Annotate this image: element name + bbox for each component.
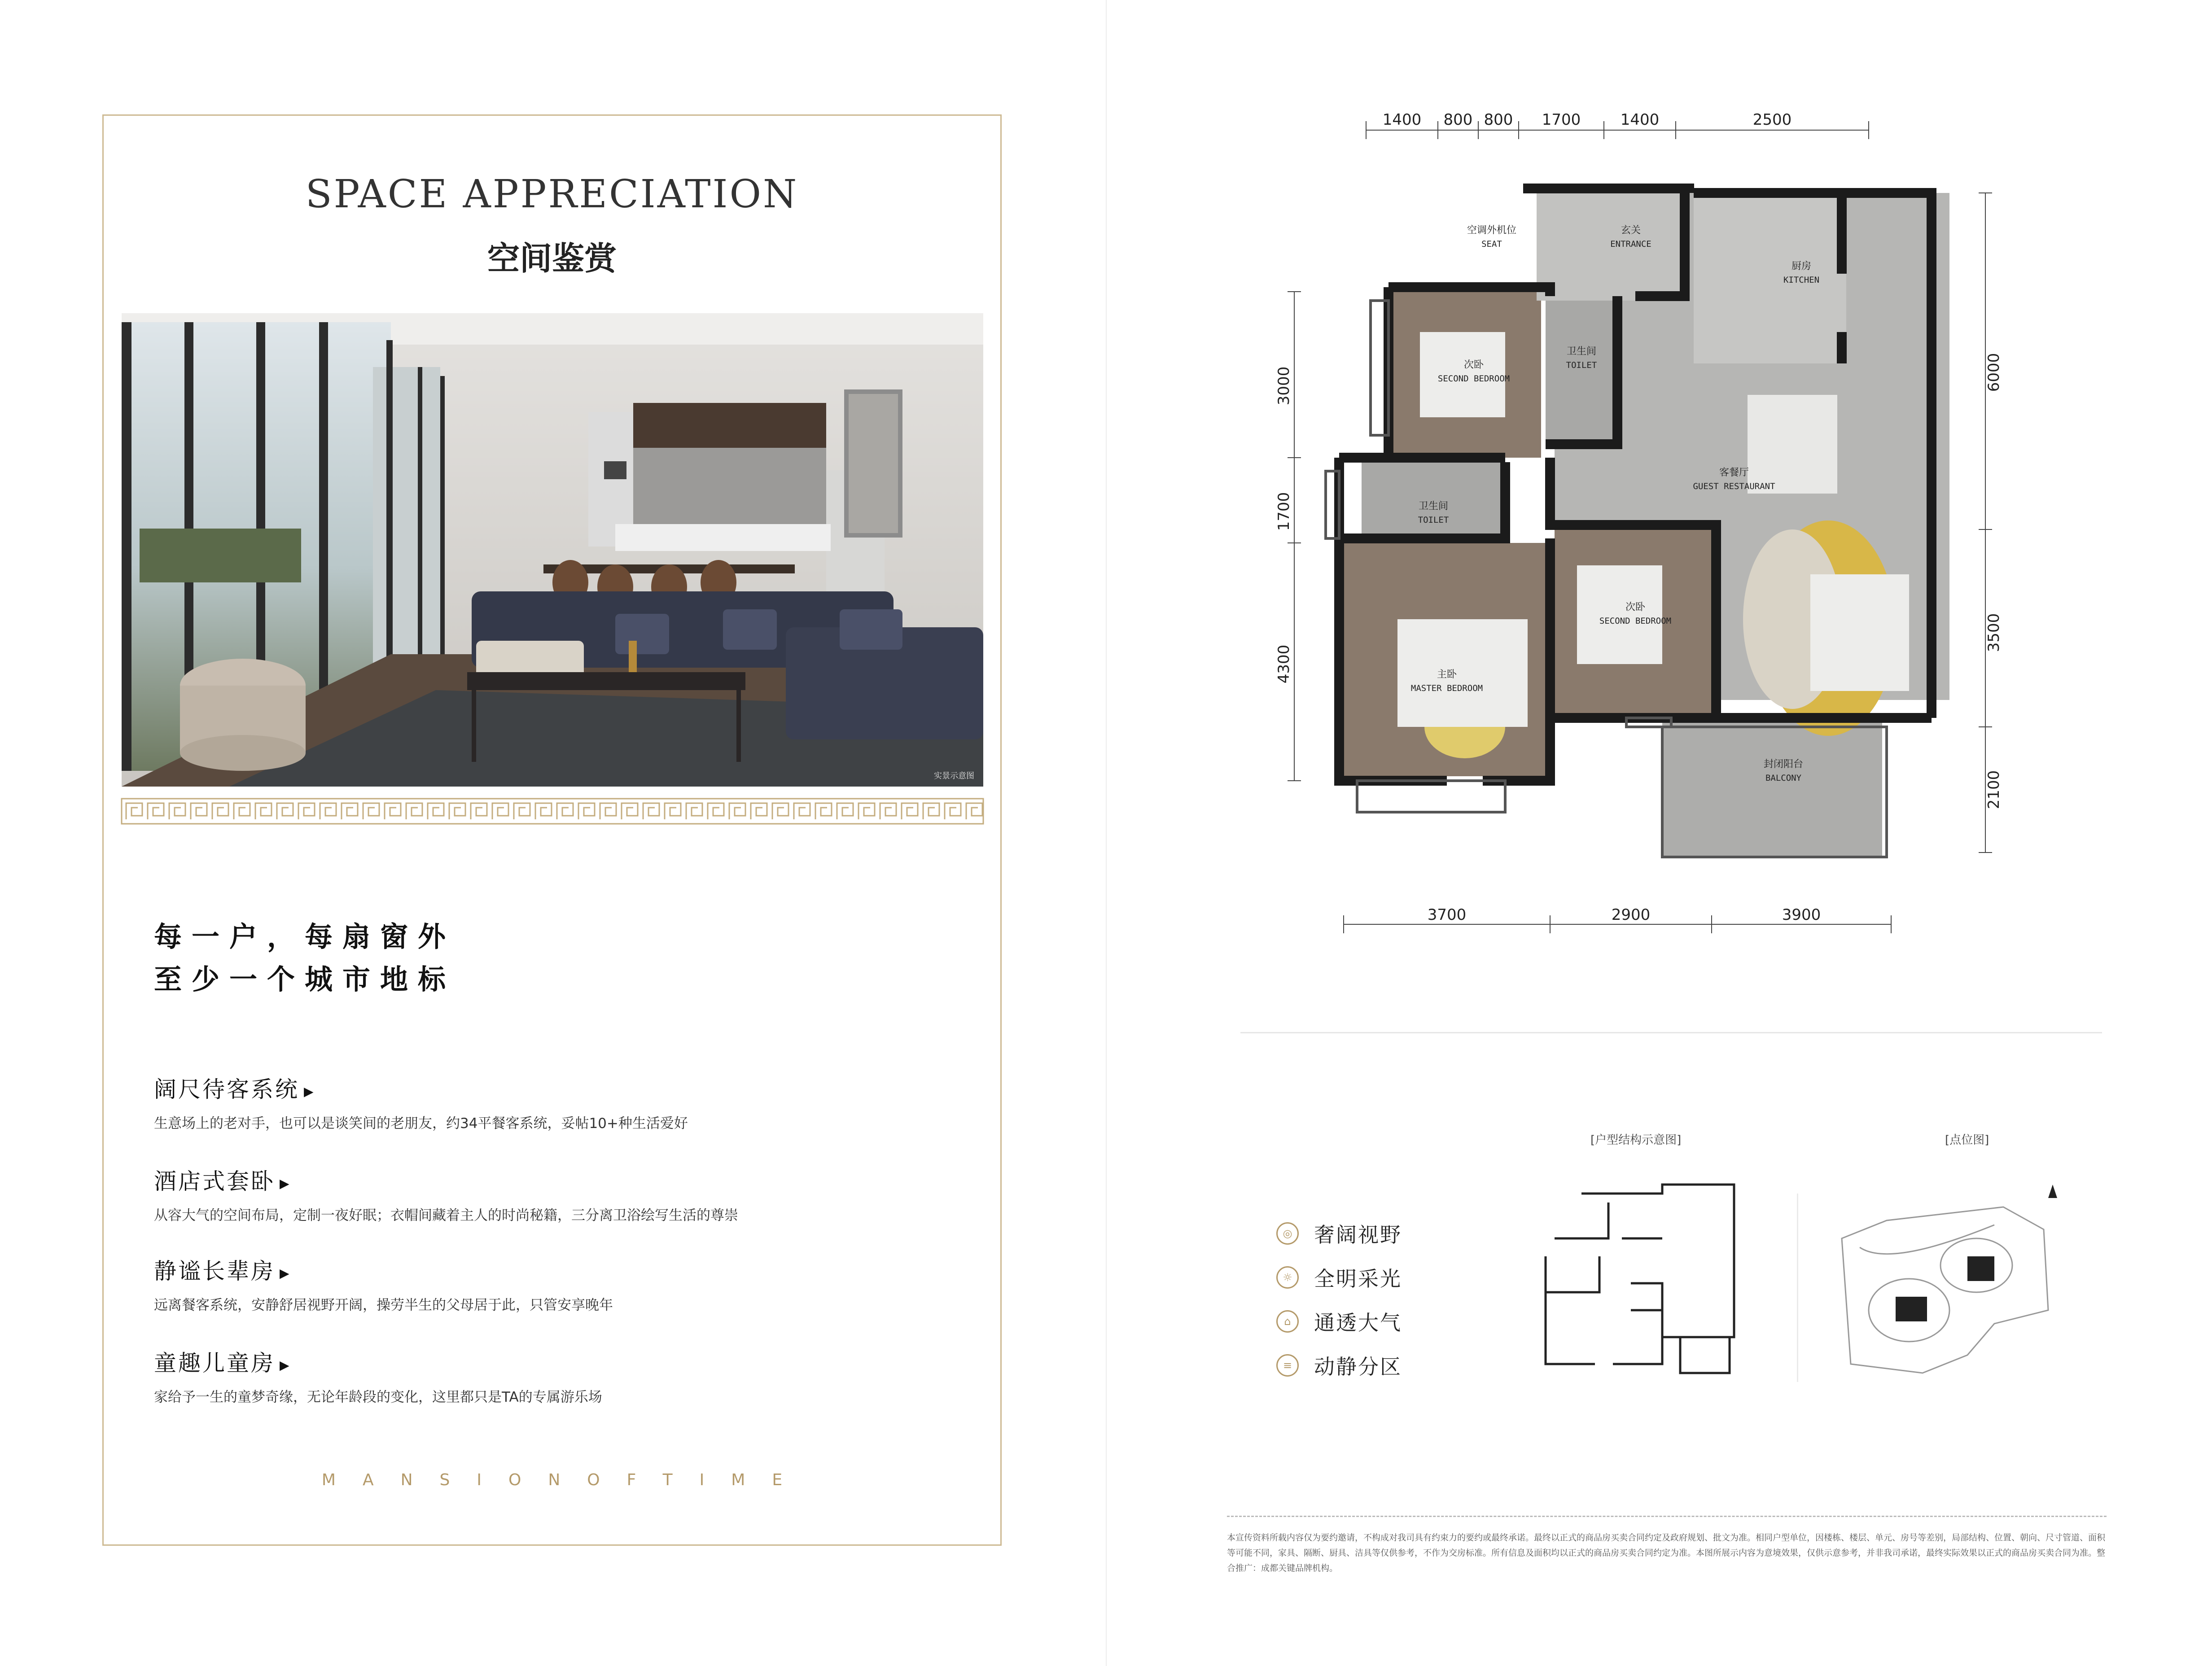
fret-motif [815, 803, 832, 819]
room-master-bedroom-en: MASTER BEDROOM [1410, 683, 1483, 693]
fret-motif [665, 803, 681, 819]
room-guest-restaurant-en: GUEST RESTAURANT [1693, 481, 1775, 491]
dim-left-3: 4300 [1275, 644, 1293, 684]
dim-bottom-2: 2900 [1611, 906, 1651, 924]
legend-label: 动静分区 [1314, 1355, 1402, 1379]
window-icon: ⌂ [1276, 1310, 1299, 1333]
fret-motif [234, 803, 250, 819]
dim-top-4: 1700 [1542, 111, 1581, 129]
feature-title: 阔尺待客系统 [154, 1076, 299, 1102]
dim-bottom-3: 3900 [1782, 906, 1821, 924]
room-second-bedroom-b-en: SECOND BEDROOM [1599, 616, 1672, 626]
triangle-right-icon: ▶ [280, 1176, 291, 1191]
fret-motif [255, 803, 272, 819]
fret-motif [449, 803, 465, 819]
legend-label: 全明采光 [1314, 1267, 1402, 1291]
structure-diagram-label: [户型结构示意图] [1590, 1133, 1682, 1147]
headline-line-1: 每一户，每扇窗外 [154, 920, 456, 953]
fret-motif [212, 803, 228, 819]
fret-motif [492, 803, 508, 819]
room-second-bedroom-b-cn: 次卧 [1625, 602, 1646, 613]
fret-motif [880, 803, 896, 819]
feature-master-suite [154, 1163, 962, 1224]
page-title-cn: 空间鉴赏 [487, 239, 617, 277]
triangle-right-icon: ▶ [280, 1265, 291, 1281]
feature-title: 酒店式套卧 [154, 1168, 275, 1194]
fret-motif [191, 803, 207, 819]
fret-pattern-border [122, 798, 983, 825]
dim-right-1: 6000 [1985, 353, 2003, 392]
room-guest-restaurant-cn: 客餐厅 [1719, 467, 1749, 478]
triangle-right-icon: ▶ [304, 1084, 315, 1099]
room-kitchen-cn: 厨房 [1791, 261, 1812, 272]
feature-kids-room [154, 1345, 962, 1406]
photo-caption: 实景示意图 [934, 771, 974, 781]
fret-motif [837, 803, 853, 819]
dim-top-2: 800 [1443, 111, 1473, 129]
room-master-bedroom-cn: 主卧 [1437, 669, 1457, 680]
legend-label: 通透大气 [1314, 1311, 1402, 1335]
room-entrance-en: ENTRANCE [1610, 239, 1651, 249]
section-divider [1240, 1032, 2102, 1033]
room-toilet-a-en: TOILET [1566, 360, 1597, 370]
left-dimensions [1288, 292, 1301, 781]
dim-bottom-1: 3700 [1427, 906, 1467, 924]
living-room-illustration [122, 313, 983, 787]
fret-motif [600, 803, 616, 819]
mini-structure-diagram [1528, 1176, 1761, 1409]
fret-motif [902, 803, 918, 819]
dim-top-3: 800 [1484, 111, 1513, 129]
dim-left-2: 1700 [1275, 492, 1293, 531]
diagram-divider [1797, 1194, 1798, 1382]
footer-brand: MANSIONOFTIME [321, 1471, 810, 1489]
room-seat-en: SEAT [1481, 239, 1502, 249]
fret-motif [363, 803, 379, 819]
dim-right-2: 3500 [1985, 613, 2003, 652]
dim-left-1: 3000 [1275, 366, 1293, 406]
fret-motif [169, 803, 185, 819]
fret-motif [514, 803, 530, 819]
fret-motif [471, 803, 487, 819]
fret-motif [277, 803, 293, 819]
feature-desc: 从容大气的空间布局，定制一夜好眠；衣帽间藏着主人的时尚秘籍，三分离卫浴绘写生活的尊崇 [154, 1207, 738, 1224]
fret-motif [966, 803, 982, 819]
location-diagram-label: [点位图] [1945, 1133, 1989, 1147]
fret-motif [535, 803, 552, 819]
fret-motif [622, 803, 638, 819]
top-dimensions [1366, 121, 1869, 139]
legend-item [1276, 1343, 1402, 1387]
north-arrow-icon [2048, 1185, 2057, 1198]
fret-motif [385, 803, 401, 819]
fret-motif [428, 803, 444, 819]
dim-right-3: 2100 [1985, 770, 2003, 809]
feature-elder-room [154, 1253, 962, 1314]
room-second-bedroom-a-cn: 次卧 [1463, 359, 1484, 371]
dim-top-6: 2500 [1752, 111, 1792, 129]
disclaimer-text: 本宣传资料所载内容仅为要约邀请，不构成对我司具有约束力的要约或最终承诺。最终以正式的商品房买卖合同约定及政府规划、批文为准。相同户型单位，因楼栋、楼层、单元、房号等差别，局部结构、位置、朝向、尺寸管道、面积等可能不同，家具、隔断、厨具、洁具等仅供参考，不作为交房标准。所有信息及面积均以正式的商品房买卖合同约定为准。本图所展示内容为意境效果，仅供示意参考，并非我司承诺，最终实际效果以正式的商品房买卖合同为准。整合推广：成都关键品牌机构。 [1227, 1533, 2106, 1573]
feature-title: 静谧长辈房 [154, 1258, 275, 1284]
feature-reception [154, 1071, 962, 1132]
triangle-right-icon: ▶ [280, 1357, 291, 1373]
fret-motif [708, 803, 724, 819]
dim-top-1: 1400 [1382, 111, 1422, 129]
feature-desc: 生意场上的老对手，也可以是谈笑间的老朋友，约34平餐客系统，妥帖10+种生活爱好 [154, 1115, 688, 1132]
floor-plan [1275, 81, 2003, 960]
feature-desc: 家给予一生的童梦奇缘，无论年龄段的变化，这里都只是TA的专属游乐场 [154, 1389, 602, 1405]
fret-motif [578, 803, 595, 819]
headline-line-2: 至少一个城市地标 [154, 963, 456, 996]
dim-top-5: 1400 [1620, 111, 1660, 129]
legend-item [1276, 1211, 1402, 1255]
page-title-en: SPACE APPRECIATION [305, 172, 799, 217]
living-room-photo [122, 313, 983, 787]
legend-item [1276, 1299, 1402, 1343]
feature-legend [1276, 1211, 1402, 1387]
room-toilet-a-cn: 卫生间 [1566, 346, 1597, 357]
fret-motif [126, 803, 142, 819]
room-second-bedroom-a-en: SECOND BEDROOM [1437, 374, 1510, 384]
panorama-icon: ◎ [1276, 1222, 1299, 1245]
feature-title: 童趣儿童房 [154, 1350, 275, 1376]
room-seat-cn: 空调外机位 [1467, 225, 1517, 236]
fret-motif [794, 803, 810, 819]
fret-motif [320, 803, 336, 819]
fret-motif [729, 803, 745, 819]
fret-motif [148, 803, 164, 819]
fret-motif [923, 803, 939, 819]
disclaimer-divider [1227, 1516, 2107, 1517]
fret-motif [686, 803, 702, 819]
feature-desc: 远离餐客系统，安静舒居视野开阔，操劳半生的父母居于此，只管安享晚年 [154, 1297, 613, 1313]
room-balcony-cn: 封闭阳台 [1763, 759, 1804, 770]
content-frame [102, 114, 1002, 1546]
fret-motif [643, 803, 659, 819]
room-toilet-b-en: TOILET [1418, 515, 1449, 525]
right-page [1106, 0, 2212, 1666]
fret-motif [298, 803, 315, 819]
fret-motif [859, 803, 875, 819]
mini-location-map [1833, 1176, 2066, 1409]
fret-motif [406, 803, 422, 819]
fret-motif [772, 803, 788, 819]
fret-motif [751, 803, 767, 819]
page-fold [1106, 0, 1107, 1666]
legend-label: 奢阔视野 [1314, 1223, 1402, 1247]
right-dimensions [1979, 193, 1992, 853]
room-kitchen-en: KITCHEN [1783, 275, 1820, 285]
room-entrance-cn: 玄关 [1621, 225, 1641, 236]
fret-motif [557, 803, 573, 819]
sun-icon: ☼ [1276, 1266, 1299, 1289]
legend-item [1276, 1255, 1402, 1299]
fret-motif [945, 803, 961, 819]
sofa-icon: ≡ [1276, 1354, 1299, 1377]
room-balcony-en: BALCONY [1765, 773, 1802, 783]
fret-motif [342, 803, 358, 819]
room-toilet-b-cn: 卫生间 [1418, 501, 1449, 512]
